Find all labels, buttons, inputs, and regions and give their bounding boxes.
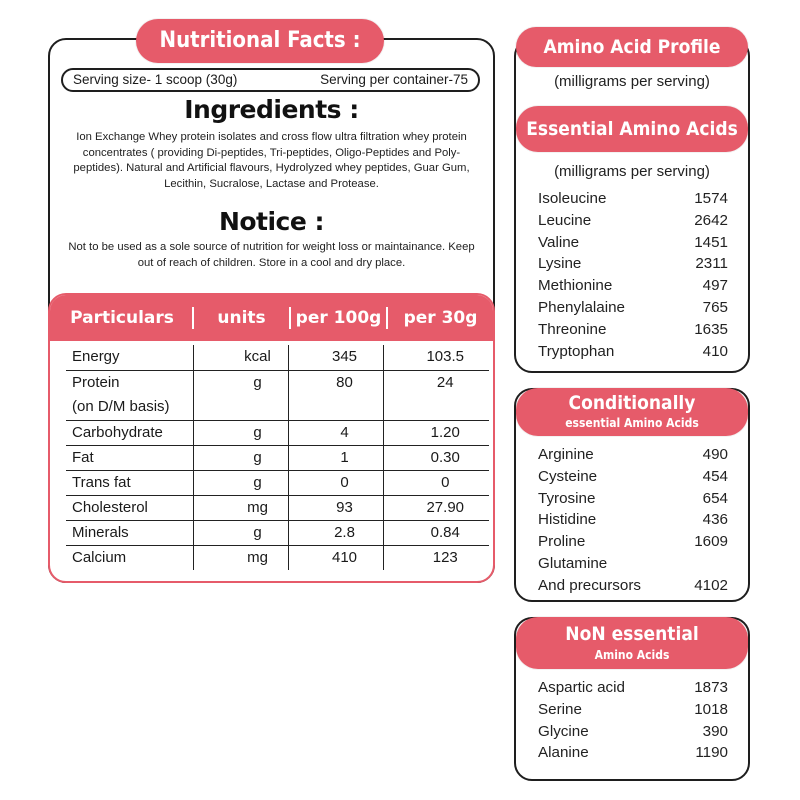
row-per100: 0 — [288, 470, 383, 495]
amino-acid-profile-title-text: Amino Acid Profile — [543, 36, 721, 58]
header-units: units — [217, 308, 266, 328]
conditional-amino-acids-list — [538, 444, 728, 597]
amino-value: 1451 — [694, 233, 728, 251]
row-name: Minerals — [66, 520, 193, 545]
list-item — [538, 297, 728, 319]
table-row — [66, 495, 489, 520]
list-item — [538, 319, 728, 341]
serving-info — [61, 68, 480, 92]
amino-name: Glutamine — [538, 554, 608, 572]
notice-text: Not to be used as a sole source of nutrition for weight loss or maintainance. Keep out of reach of children. Store in a cool and dry place. — [68, 241, 475, 269]
amino-value: 1190 — [695, 744, 728, 762]
essential-amino-acids-list — [538, 188, 728, 362]
row-per30: 0.30 — [383, 445, 489, 470]
amino-acid-profile-title — [516, 27, 748, 67]
amino-value: 410 — [702, 342, 728, 360]
essential-amino-acids-title-text: Essential Amino Acids — [526, 118, 738, 140]
amino-value: 454 — [702, 467, 728, 485]
conditional-subtitle-text: essential Amino Acids — [565, 416, 699, 430]
amino-name: Glycine — [538, 722, 589, 740]
amino-name: Threonine — [538, 320, 607, 338]
row-per100: 80 — [288, 370, 383, 420]
amino-name: Isoleucine — [538, 190, 607, 207]
serving-size: Serving size- 1 scoop (30g) — [73, 72, 238, 87]
table-row — [66, 445, 489, 470]
amino-value: 1609 — [694, 533, 728, 551]
row-name: Carbohydrate — [66, 420, 193, 445]
header-particulars: Particulars — [70, 308, 174, 328]
amino-name: Proline — [538, 533, 586, 551]
nutrition-table-header — [50, 295, 493, 341]
row-name: Calcium — [66, 545, 193, 570]
row-per100: 93 — [288, 495, 383, 520]
row-name: Energy — [66, 345, 193, 370]
amino-value: 1574 — [694, 190, 728, 207]
table-row — [66, 470, 489, 495]
non-essential-title-text: NoN essential — [565, 623, 699, 645]
amino-name: Cysteine — [538, 467, 598, 485]
row-name: Trans fat — [66, 470, 193, 495]
list-item — [538, 721, 728, 743]
amino-value: 765 — [702, 298, 728, 316]
row-per100: 2.8 — [288, 520, 383, 545]
list-item — [538, 699, 728, 721]
ingredients-heading: Ingredients : — [184, 95, 359, 124]
amino-name: Phenylalaine — [538, 298, 625, 316]
non-essential-subtitle-text: Amino Acids — [594, 648, 670, 662]
row-per30: 103.5 — [383, 345, 489, 370]
list-item — [538, 553, 728, 575]
list-item — [538, 677, 728, 699]
nutritional-facts-title-text: Nutritional Facts : — [159, 28, 361, 53]
row-unit: g — [193, 445, 288, 470]
list-item — [538, 531, 728, 553]
list-item — [538, 232, 728, 254]
amino-name: Tyrosine — [538, 489, 596, 507]
amino-value: 654 — [702, 489, 728, 507]
amino-value: 1635 — [694, 320, 728, 338]
amino-value: 1018 — [694, 700, 728, 718]
notice-heading: Notice : — [218, 207, 325, 236]
row-unit: mg — [193, 495, 288, 520]
amino-name: Leucine — [538, 211, 592, 229]
amino-name: Arginine — [538, 446, 594, 463]
list-item — [538, 742, 728, 764]
row-per100: 410 — [288, 545, 383, 570]
list-item — [538, 488, 728, 510]
amino-value: 4102 — [694, 576, 728, 594]
nutrition-grid — [66, 345, 489, 570]
row-name-line2: (on D/M basis) — [72, 397, 170, 415]
amino-name: Tryptophan — [538, 342, 615, 360]
amino-acid-profile-subtitle: (milligrams per serving) — [554, 73, 710, 90]
row-unit: g — [193, 520, 288, 545]
row-name: Cholesterol — [66, 495, 193, 520]
row-unit: mg — [193, 545, 288, 570]
amino-name: Serine — [538, 700, 582, 718]
list-item — [538, 253, 728, 275]
table-row — [66, 545, 489, 570]
row-per100: 4 — [288, 420, 383, 445]
nutrition-table — [48, 293, 495, 583]
row-unit: g — [193, 470, 288, 495]
nutritional-facts-title — [136, 19, 384, 63]
list-item — [538, 444, 728, 466]
row-per30: 0.84 — [383, 520, 489, 545]
conditional-title-text: Conditionally — [568, 392, 696, 414]
amino-name: Aspartic acid — [538, 679, 625, 696]
list-item — [538, 509, 728, 531]
amino-name: Methionine — [538, 277, 613, 295]
amino-value: 2642 — [694, 211, 728, 229]
list-item — [538, 275, 728, 297]
essential-amino-acids-title — [516, 106, 748, 152]
amino-name: And precursors — [538, 576, 641, 594]
amino-value: 2311 — [695, 255, 728, 273]
list-item — [538, 575, 728, 597]
list-item — [538, 210, 728, 232]
row-per30: 0 — [383, 470, 489, 495]
row-per30: 123 — [383, 545, 489, 570]
table-row — [66, 520, 489, 545]
row-unit: kcal — [193, 345, 288, 370]
list-item — [538, 188, 728, 210]
row-per30: 27.90 — [383, 495, 489, 520]
essential-amino-acids-subtitle: (milligrams per serving) — [554, 163, 710, 180]
list-item — [538, 466, 728, 488]
header-per-30g: per 30g — [403, 308, 478, 328]
table-row — [66, 420, 489, 445]
row-per30: 1.20 — [383, 420, 489, 445]
amino-value: 1873 — [694, 679, 728, 696]
row-unit: g — [193, 370, 288, 420]
table-row — [66, 345, 489, 370]
conditional-amino-acids-title — [516, 388, 748, 436]
row-per100: 345 — [288, 345, 383, 370]
amino-name: Histidine — [538, 511, 597, 529]
header-per-100g: per 100g — [295, 308, 382, 328]
non-essential-amino-acids-title — [516, 617, 748, 669]
row-per100: 1 — [288, 445, 383, 470]
amino-value: 497 — [702, 277, 728, 295]
table-row — [66, 370, 489, 420]
amino-name: Lysine — [538, 255, 582, 273]
amino-value: 390 — [702, 722, 728, 740]
amino-value: 490 — [702, 446, 728, 463]
amino-name: Alanine — [538, 744, 589, 762]
non-essential-amino-acids-list — [538, 677, 728, 764]
serving-per-container: Serving per container-75 — [320, 72, 468, 87]
list-item — [538, 341, 728, 363]
ingredients-text: Ion Exchange Whey protein isolates and cross flow ultra filtration whey protein concentrates ( providing Di-peptides, Tri-peptides, Oligo-Peptides and Poly-peptides). Natural and Artificial flavours, Hydrolyzed whey peptides, Guar Gum, Lecithin, Sucralose, Lactase and Protease. — [73, 131, 470, 190]
amino-name: Valine — [538, 233, 580, 251]
row-per30: 24 — [383, 370, 489, 420]
row-name: Fat — [66, 445, 193, 470]
row-name — [66, 370, 193, 420]
amino-value: 436 — [702, 511, 728, 529]
row-unit: g — [193, 420, 288, 445]
row-name-line1: Protein — [72, 373, 120, 391]
